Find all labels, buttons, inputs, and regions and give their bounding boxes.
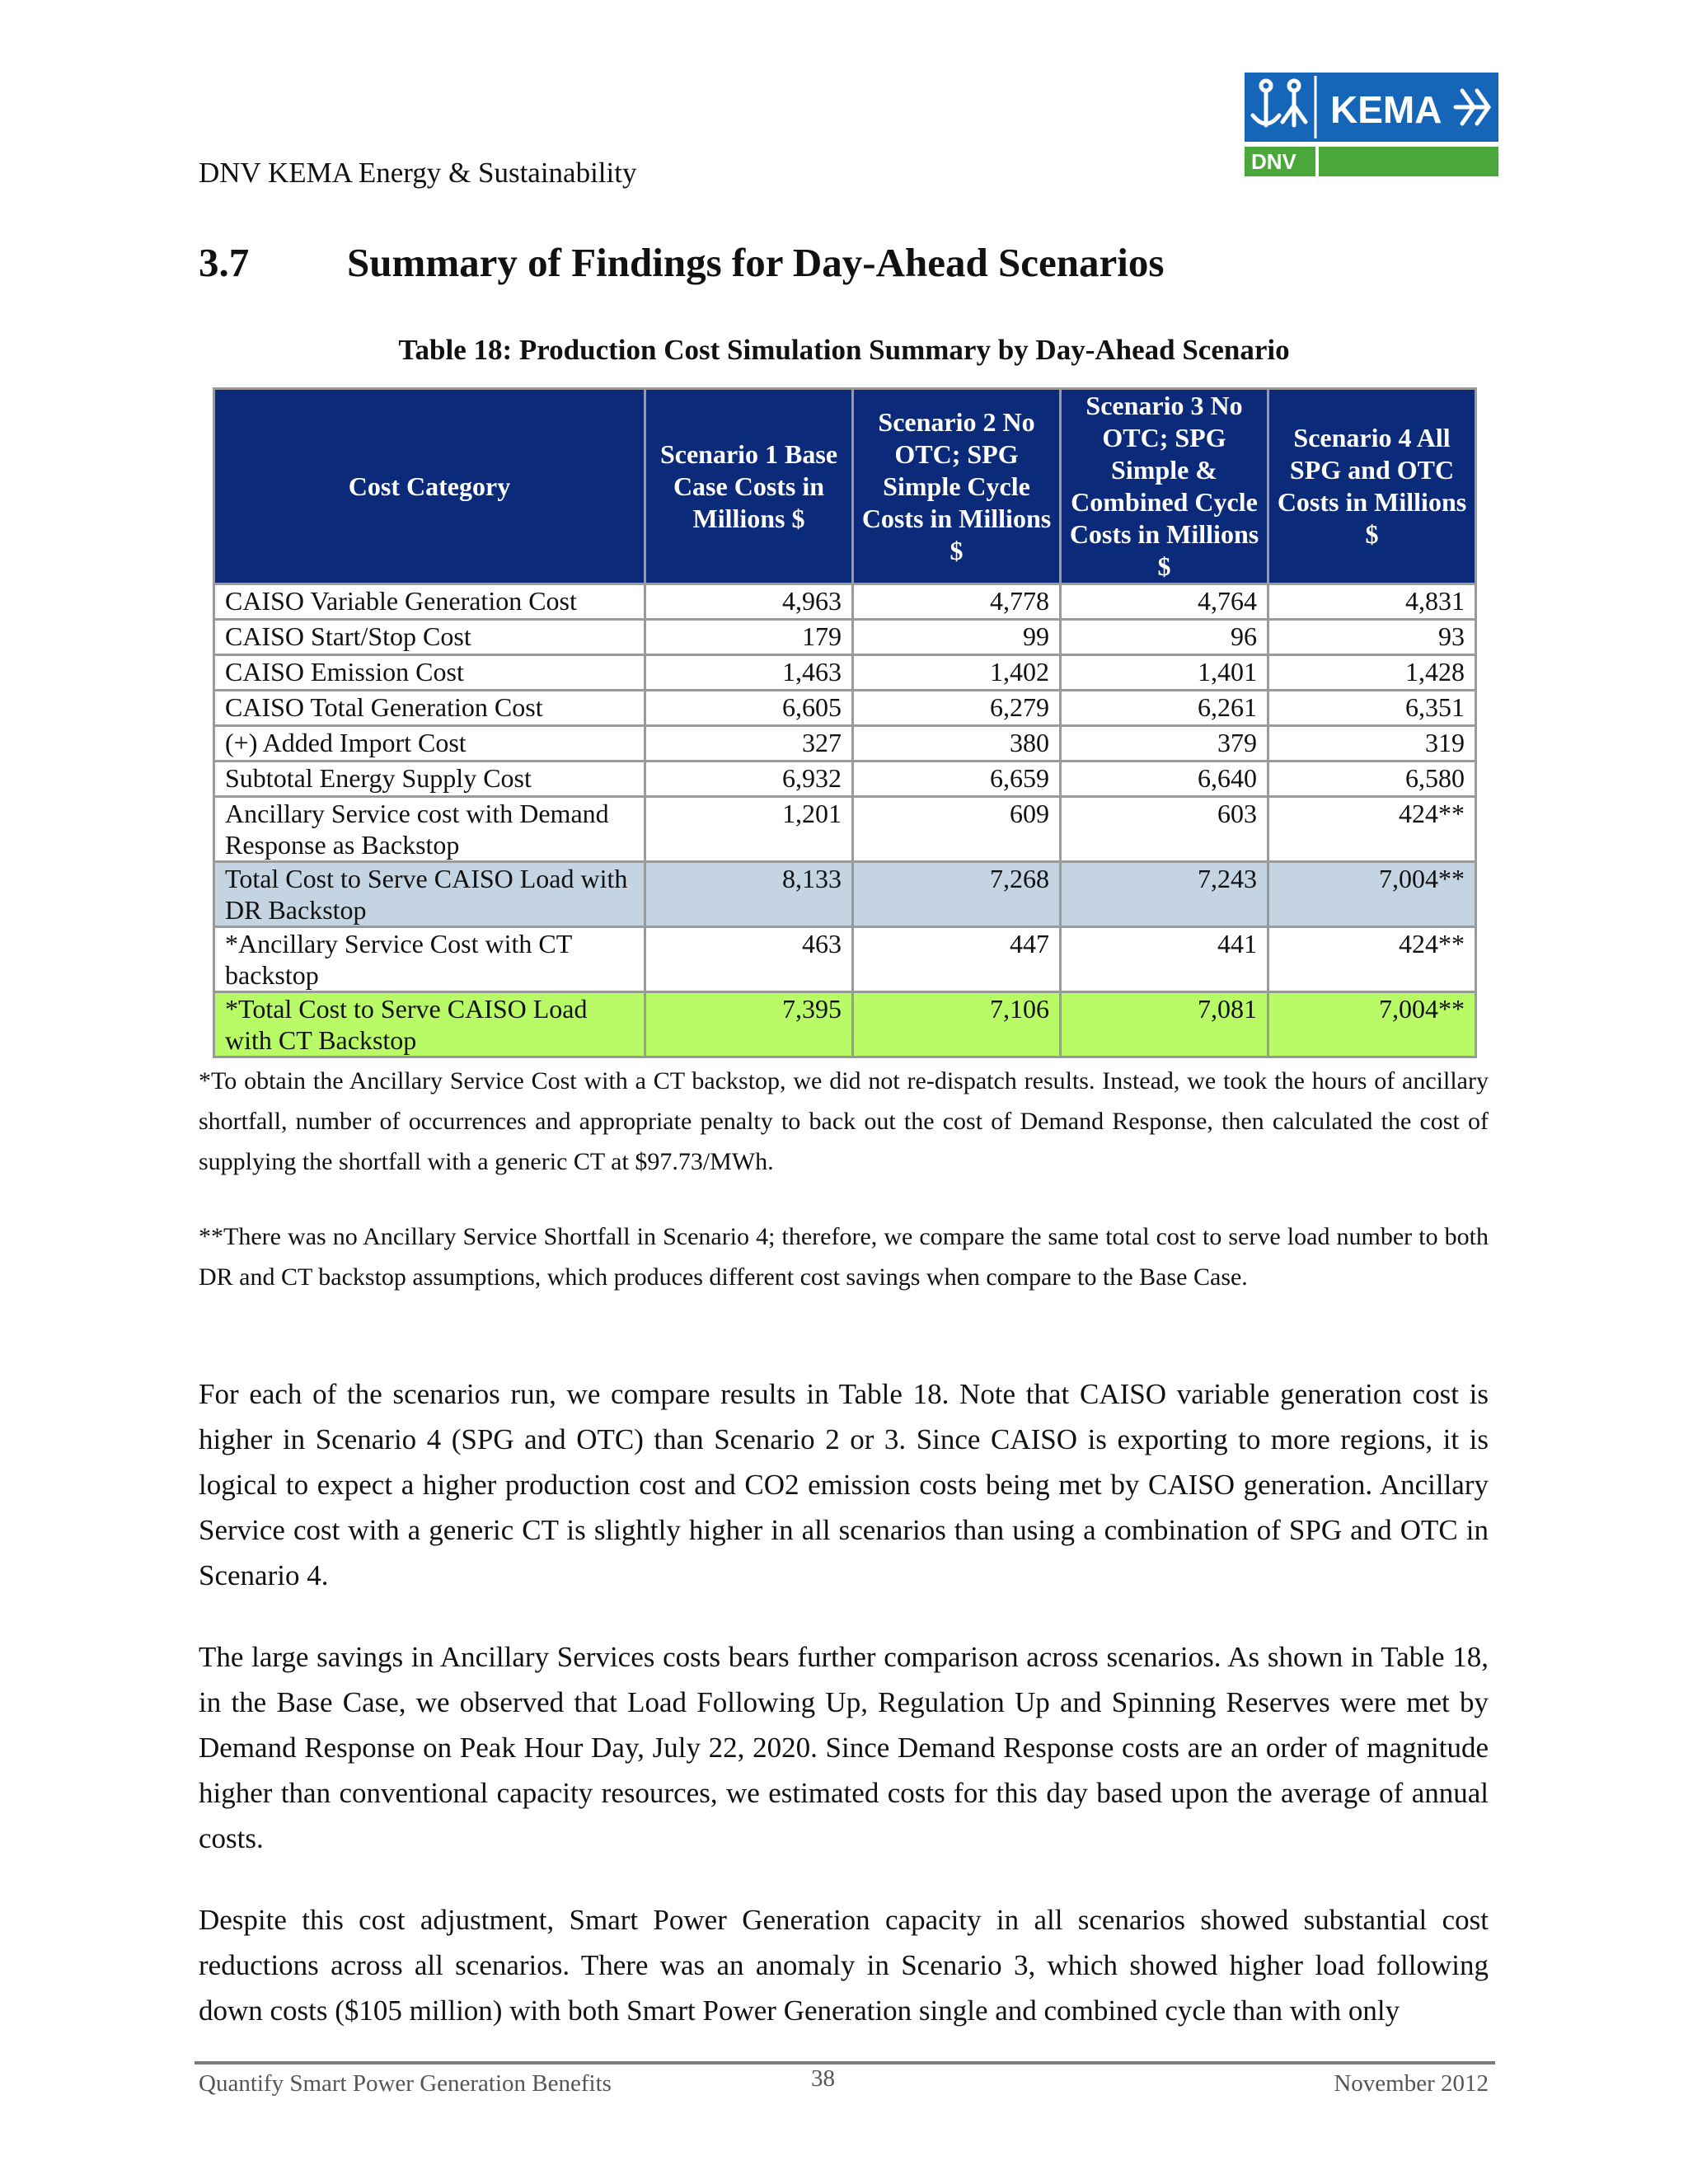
row-label: (+) Added Import Cost [214,726,645,762]
cell-value: 379 [1061,726,1268,762]
table-caption: Table 18: Production Cost Simulation Summary by Day-Ahead Scenario [398,334,1290,366]
cell-value: 380 [853,726,1061,762]
logo-subtext: DNV [1251,149,1296,174]
cell-value: 424** [1268,927,1476,992]
cell-value: 463 [645,927,853,992]
table-row [214,620,1476,655]
cell-value: 1,201 [645,797,853,862]
cell-value: 6,640 [1061,762,1268,797]
cell-value: 4,778 [853,584,1061,620]
footer-page-number: 38 [811,2065,835,2092]
row-label: CAISO Variable Generation Cost [214,584,645,620]
cost-summary-table [213,387,1477,1058]
cell-value: 179 [645,620,853,655]
cell-value: 424** [1268,797,1476,862]
cell-value: 93 [1268,620,1476,655]
cell-value: 1,428 [1268,655,1476,691]
cell-value: 319 [1268,726,1476,762]
cell-value: 6,659 [853,762,1061,797]
footer-date: November 2012 [1334,2070,1489,2097]
cell-value: 7,243 [1061,862,1268,927]
cell-value: 4,831 [1268,584,1476,620]
cell-value: 441 [1061,927,1268,992]
header-scenario-2: Scenario 2 No OTC; SPG Simple Cycle Costs in Millions $ [853,389,1061,584]
section-number: 3.7 [199,240,250,285]
section-title: Summary of Findings for Day-Ahead Scenarios [347,240,1165,285]
cell-value: 6,261 [1061,691,1268,726]
cell-value: 447 [853,927,1061,992]
cell-value: 7,268 [853,862,1061,927]
cell-value: 6,351 [1268,691,1476,726]
cell-value: 6,580 [1268,762,1476,797]
cell-value: 96 [1061,620,1268,655]
table-row [214,927,1476,992]
row-label: Ancillary Service cost with Demand Response as Backstop [214,797,645,862]
table-row-highlight-green [214,992,1476,1057]
row-label: *Ancillary Service Cost with CT backstop [214,927,645,992]
cell-value: 7,004** [1268,992,1476,1057]
header-scenario-3: Scenario 3 No OTC; SPG Simple & Combined Cycle Costs in Millions $ [1061,389,1268,584]
row-label: CAISO Total Generation Cost [214,691,645,726]
section-heading [199,239,1164,286]
header-cost-category: Cost Category [214,389,645,584]
cell-value: 6,279 [853,691,1061,726]
cell-value: 4,764 [1061,584,1268,620]
row-label: CAISO Start/Stop Cost [214,620,645,655]
kema-dnv-logo [1245,73,1498,181]
cell-value: 4,963 [645,584,853,620]
body-paragraph: The large savings in Ancillary Services costs bears further comparison across scenarios. As shown in Table 18, in the Base Case, we observed that Load Following Up, Regulation Up and Spinning Reserves were met by Demand Response on Peak Hour Day, July 22, 2020. Since Demand Response costs are an order of magnitude higher than conventional capacity resources, we estimated costs for this day based upon the average of annual costs. [199,1641,1489,1854]
cell-value: 603 [1061,797,1268,862]
row-label: CAISO Emission Cost [214,655,645,691]
cell-value: 7,004** [1268,862,1476,927]
row-label: Total Cost to Serve CAISO Load with DR Backstop [214,862,645,927]
cell-value: 7,395 [645,992,853,1057]
cell-value: 8,133 [645,862,853,927]
body-paragraph: For each of the scenarios run, we compare results in Table 18. Note that CAISO variable generation cost is higher in Scenario 4 (SPG and OTC) than Scenario 2 or 3. Since CAISO is exporting to more regions, it is logical to expect a higher production cost and CO2 emission costs being met by CAISO generation. Ancillary Service cost with a generic CT is slightly higher in all scenarios than using a combination of SPG and OTC in Scenario 4. [199,1378,1489,1591]
body-paragraph: Despite this cost adjustment, Smart Power Generation capacity in all scenarios showed substantial cost reductions across all scenarios. There was an anomaly in Scenario 3, which showed higher load following down costs ($105 million) with both Smart Power Generation single and combined cycle than with only [199,1904,1489,2027]
cell-value: 1,401 [1061,655,1268,691]
cell-value: 6,605 [645,691,853,726]
table-row [214,726,1476,762]
table-row [214,655,1476,691]
cell-value: 1,402 [853,655,1061,691]
table-row [214,797,1476,862]
table-row [214,584,1476,620]
cell-value: 609 [853,797,1061,862]
row-label: Subtotal Energy Supply Cost [214,762,645,797]
header-scenario-4: Scenario 4 All SPG and OTC Costs in Millions $ [1268,389,1476,584]
cell-value: 6,932 [645,762,853,797]
table-header-row [214,389,1476,584]
footnote-ct-backstop: *To obtain the Ancillary Service Cost with a CT backstop, we did not re-dispatch results. Instead, we took the hours of ancillary shortfall, number of occurrences and appropriate penalty to back out the cost of Demand Response, then calculated the cost of supplying the shortfall with a generic CT at $97.73/MWh. [199,1067,1489,1175]
table-row [214,691,1476,726]
footer-divider [195,2061,1495,2064]
row-label: *Total Cost to Serve CAISO Load with CT Backstop [214,992,645,1057]
footer-doc-title: Quantify Smart Power Generation Benefits [199,2070,612,2097]
cell-value: 327 [645,726,853,762]
cell-value: 7,106 [853,992,1061,1057]
cell-value: 1,463 [645,655,853,691]
cell-value: 7,081 [1061,992,1268,1057]
logo-text: KEMA [1330,88,1442,131]
table-row-highlight-blue [214,862,1476,927]
table-row [214,762,1476,797]
footnote-scenario-4: **There was no Ancillary Service Shortfall in Scenario 4; therefore, we compare the same total cost to serve load number to both DR and CT backstop assumptions, which produces different cost savings when compare to the Base Case. [199,1223,1489,1291]
header-org: DNV KEMA Energy & Sustainability [199,157,637,189]
header-scenario-1: Scenario 1 Base Case Costs in Millions $ [645,389,853,584]
cell-value: 99 [853,620,1061,655]
